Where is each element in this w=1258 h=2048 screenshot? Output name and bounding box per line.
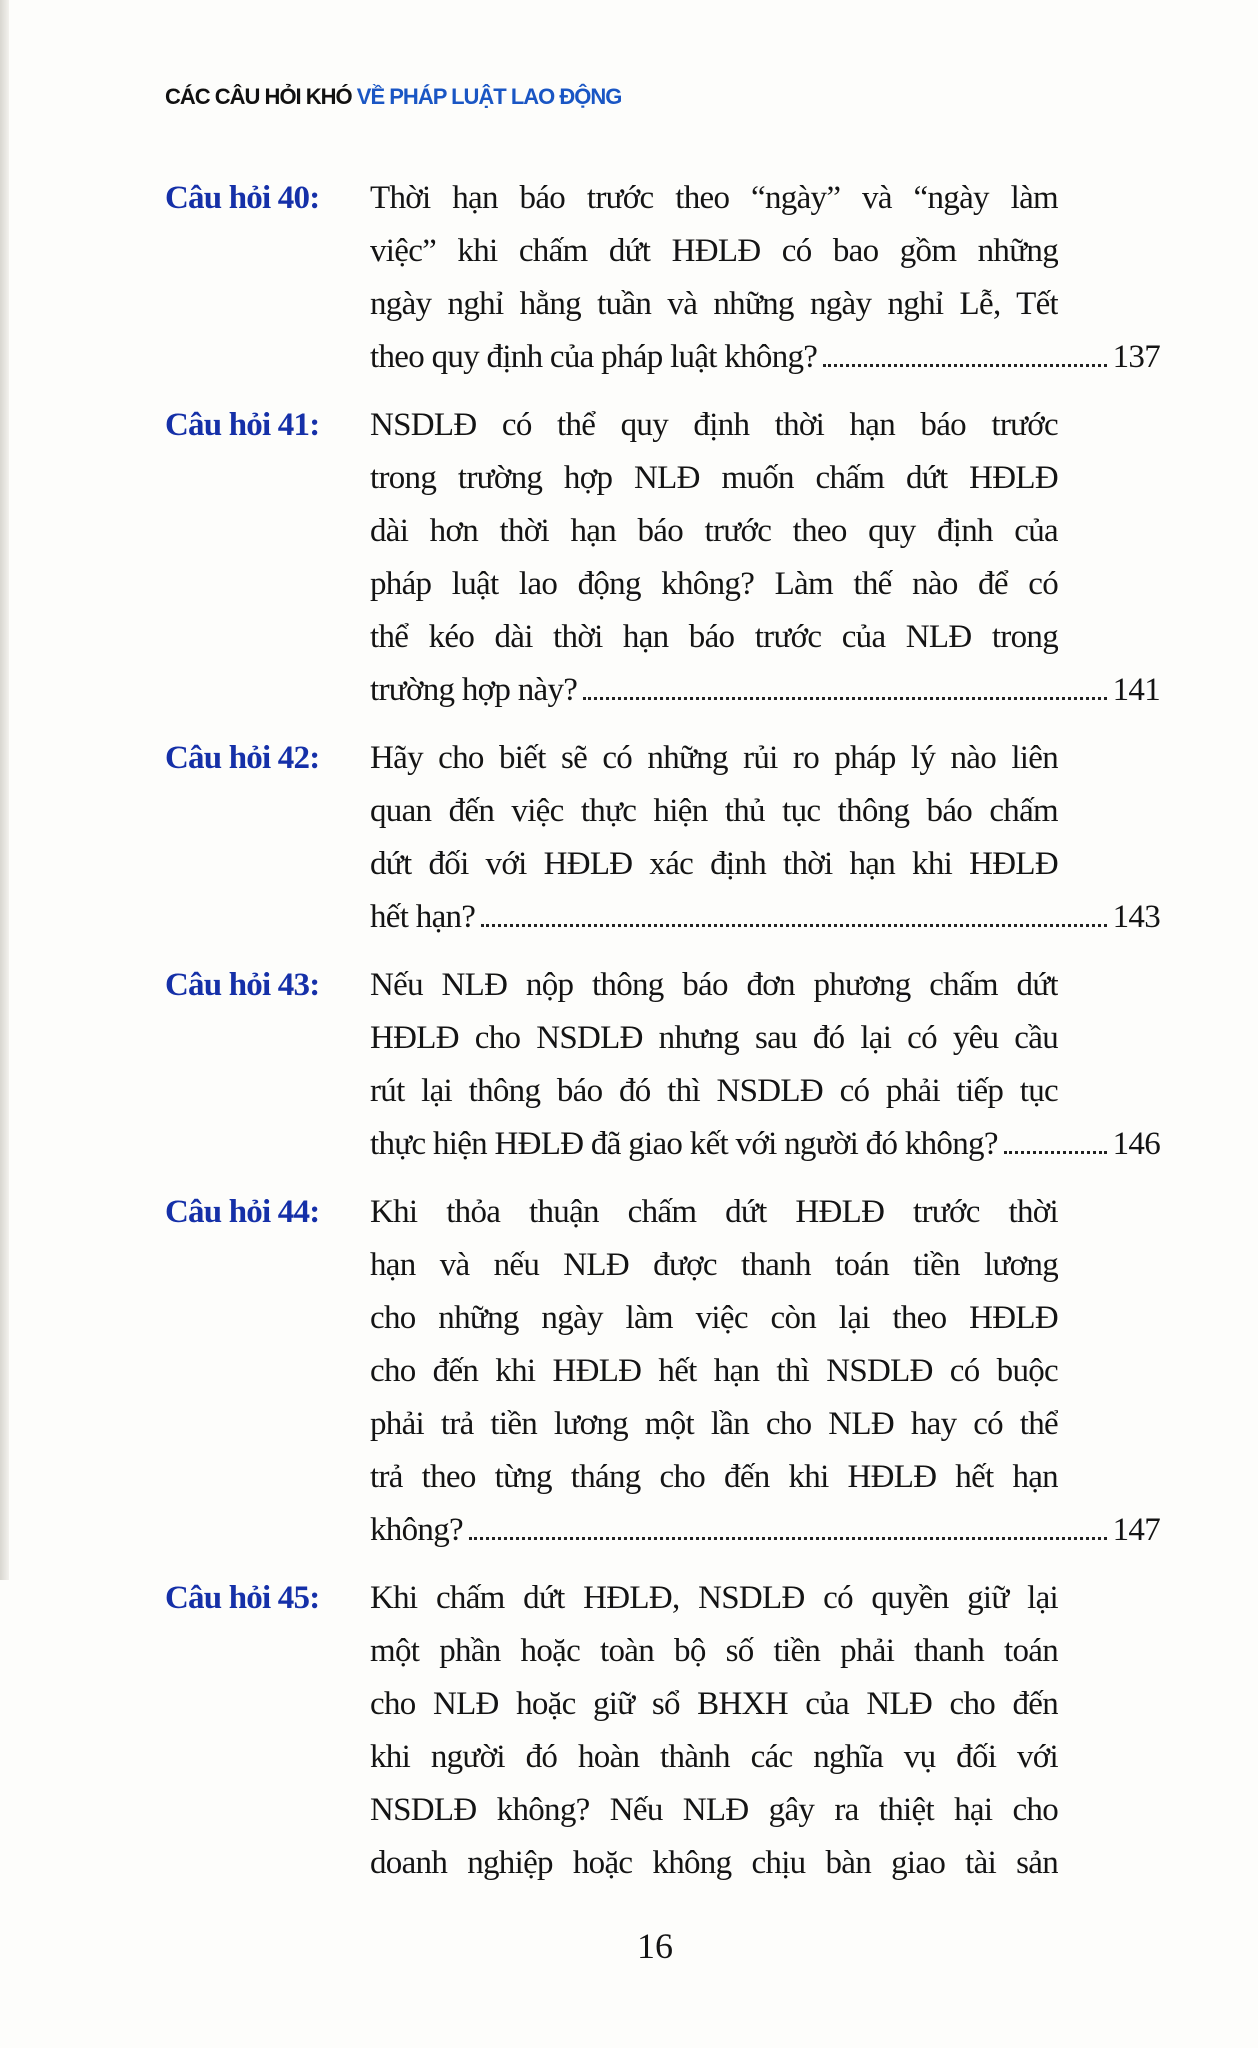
question-line: trả theo từng tháng cho đến khi HĐLĐ hết hạn <box>370 1459 1058 1495</box>
question-line: cho những ngày làm việc còn lại theo HĐLĐ <box>370 1300 1058 1336</box>
question-line: Khi chấm dứt HĐLĐ, NSDLĐ có quyền giữ lại <box>370 1580 1058 1616</box>
question-text <box>370 172 1160 384</box>
toc-entry[interactable] <box>165 732 1160 944</box>
dot-leader <box>1004 1151 1107 1154</box>
page-reference[interactable]: 147 <box>1112 1512 1160 1548</box>
question-line: HĐLĐ cho NSDLĐ nhưng sau đó lại có yêu cầu <box>370 1020 1058 1056</box>
question-last-line <box>370 331 1160 384</box>
question-line: Nếu NLĐ nộp thông báo đơn phương chấm dứt <box>370 967 1058 1003</box>
toc-entry[interactable] <box>165 1186 1160 1557</box>
question-text <box>370 399 1160 717</box>
question-line: thực hiện HĐLĐ đã giao kết với người đó không? <box>370 1126 998 1162</box>
header-title-part2: VỀ PHÁP LUẬT LAO ĐỘNG <box>356 84 622 109</box>
dot-leader <box>823 364 1106 367</box>
page-number: 16 <box>637 1926 673 1966</box>
question-line: thể kéo dài thời hạn báo trước của NLĐ trong <box>370 619 1058 655</box>
question-line: một phần hoặc toàn bộ số tiền phải thanh toán <box>370 1633 1058 1669</box>
toc-entry[interactable] <box>165 172 1160 384</box>
page-reference[interactable]: 137 <box>1112 339 1160 375</box>
question-last-line <box>370 664 1160 717</box>
question-last-line <box>370 891 1160 944</box>
question-label: Câu hỏi 42: <box>165 740 320 776</box>
question-line: NSDLĐ không? Nếu NLĐ gây ra thiệt hại cho <box>370 1792 1058 1828</box>
question-label: Câu hỏi 43: <box>165 967 320 1003</box>
toc-entry[interactable] <box>165 1572 1160 1890</box>
table-of-contents <box>165 172 1160 1905</box>
page-reference[interactable]: 146 <box>1112 1126 1160 1162</box>
question-line: pháp luật lao động không? Làm thế nào để có <box>370 566 1058 602</box>
question-line: rút lại thông báo đó thì NSDLĐ có phải tiếp tục <box>370 1073 1058 1109</box>
toc-entry[interactable] <box>165 399 1160 717</box>
question-text <box>370 1572 1160 1890</box>
question-label: Câu hỏi 45: <box>165 1580 320 1616</box>
question-line: hết hạn? <box>370 899 476 935</box>
page-reference[interactable]: 141 <box>1112 672 1160 708</box>
question-line: doanh nghiệp hoặc không chịu bàn giao tài sản <box>370 1845 1058 1881</box>
question-last-line <box>370 1504 1160 1557</box>
question-line: theo quy định của pháp luật không? <box>370 339 818 375</box>
question-line: khi người đó hoàn thành các nghĩa vụ đối với <box>370 1739 1058 1775</box>
question-label: Câu hỏi 41: <box>165 407 320 443</box>
question-line: cho đến khi HĐLĐ hết hạn thì NSDLĐ có buộc <box>370 1353 1058 1389</box>
page-edge <box>0 0 9 1580</box>
question-line: dài hơn thời hạn báo trước theo quy định của <box>370 513 1058 549</box>
toc-entry[interactable] <box>165 959 1160 1171</box>
question-line: không? <box>370 1512 463 1548</box>
dot-leader <box>469 1537 1107 1540</box>
page-reference[interactable]: 143 <box>1112 899 1160 935</box>
question-line: trường hợp này? <box>370 672 578 708</box>
question-line: việc” khi chấm dứt HĐLĐ có bao gồm những <box>370 233 1058 269</box>
question-line: phải trả tiền lương một lần cho NLĐ hay có thể <box>370 1406 1058 1442</box>
question-label: Câu hỏi 44: <box>165 1194 320 1230</box>
question-text <box>370 732 1160 944</box>
running-header <box>165 84 621 110</box>
question-line: trong trường hợp NLĐ muốn chấm dứt HĐLĐ <box>370 460 1058 496</box>
question-line: NSDLĐ có thể quy định thời hạn báo trước <box>370 407 1058 443</box>
question-line: Khi thỏa thuận chấm dứt HĐLĐ trước thời <box>370 1194 1058 1230</box>
question-text <box>370 959 1160 1171</box>
dot-leader <box>481 924 1106 927</box>
question-line: hạn và nếu NLĐ được thanh toán tiền lương <box>370 1247 1058 1283</box>
question-line: Hãy cho biết sẽ có những rủi ro pháp lý nào liên <box>370 740 1058 776</box>
header-title-part1: CÁC CÂU HỎI KHÓ <box>165 84 352 109</box>
question-line: ngày nghỉ hằng tuần và những ngày nghỉ Lễ, Tết <box>370 286 1058 322</box>
question-line: cho NLĐ hoặc giữ sổ BHXH của NLĐ cho đến <box>370 1686 1058 1722</box>
question-line: Thời hạn báo trước theo “ngày” và “ngày làm <box>370 180 1058 216</box>
question-line: dứt đối với HĐLĐ xác định thời hạn khi HĐLĐ <box>370 846 1058 882</box>
dot-leader <box>583 697 1106 700</box>
question-last-line <box>370 1118 1160 1171</box>
question-line: quan đến việc thực hiện thủ tục thông báo chấm <box>370 793 1058 829</box>
question-text <box>370 1186 1160 1557</box>
question-label: Câu hỏi 40: <box>165 180 320 216</box>
